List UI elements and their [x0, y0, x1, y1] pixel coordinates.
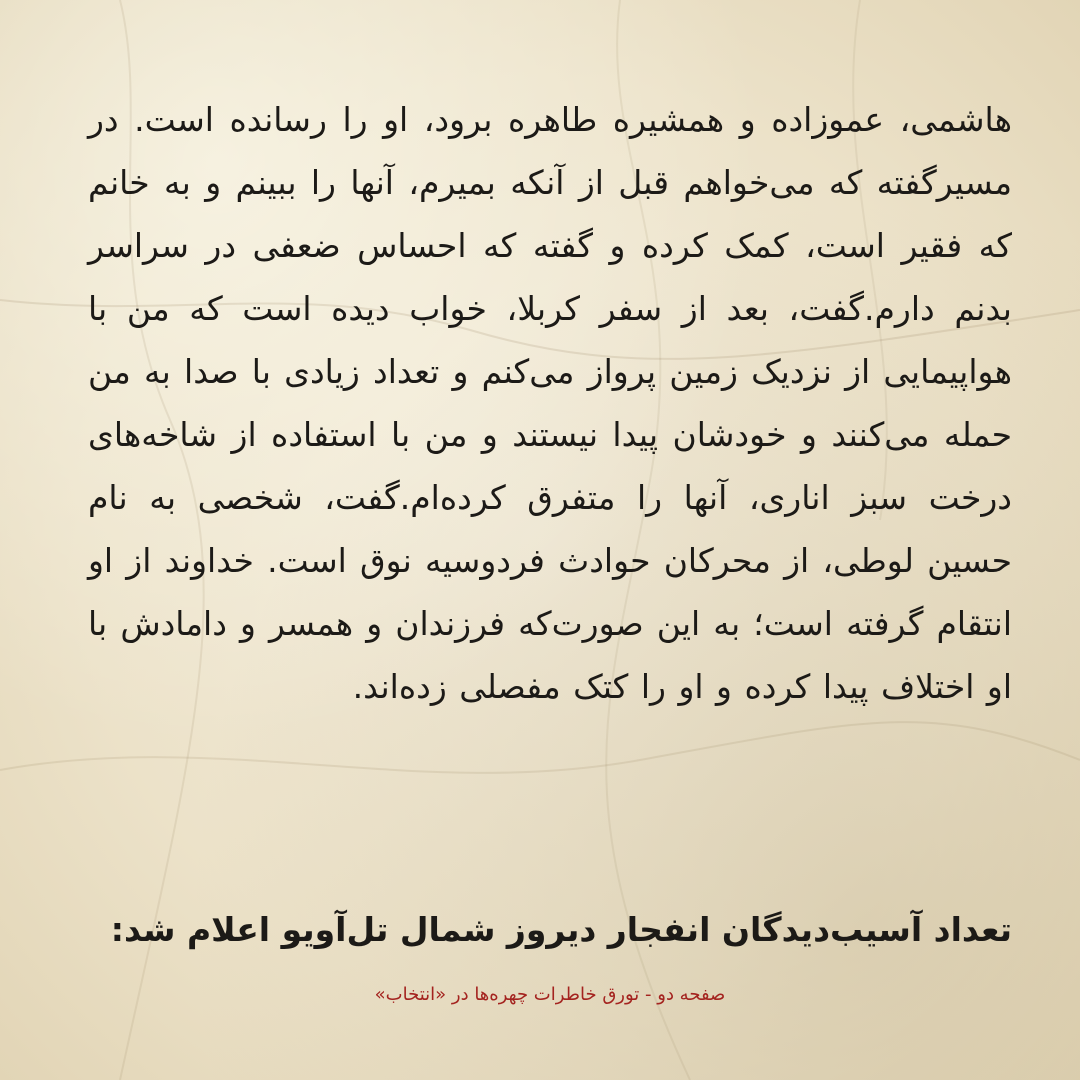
news-headline: تعداد آسیب‌دیدگان انفجار دیروز شمال تل‌آویو اعلام شد: [110, 910, 1012, 949]
article-body: هاشمی، عموزاده و همشیره طاهره برود، او را رسانده است. در مسیرگفته که می‌خواهم قبل از آنکه بمیرم، آنها را ببینم و به خانم که فقیر است، کمک کرده و گفته که احساس ضعفی در سراسر بدنم دارم.گفت، بعد از سفر کربلا، خواب دیده است که من با هواپیمایی از نزدیک زمین پرواز می‌کنم و تعداد زیادی با صدا به من حمله می‌کنند و خودشان پیدا نیستند و من با استفاده از شاخه‌های درخت سبز اناری، آنها را متفرق کرده‌ام.گفت، شخصی به نام حسین لوطی، از محرکان حوادث فردوسیه نوق است. خداوند از او انتقام گرفته است؛ به این صورت‌که فرزندان و همسر و دامادش با او اختلاف پیدا کرده و او را کتک مفصلی زده‌اند. [88, 100, 1012, 706]
source-caption: صفحه دو - تورق خاطرات چهره‌ها در «انتخاب» [374, 984, 726, 1005]
article-page [88, 88, 1012, 1005]
